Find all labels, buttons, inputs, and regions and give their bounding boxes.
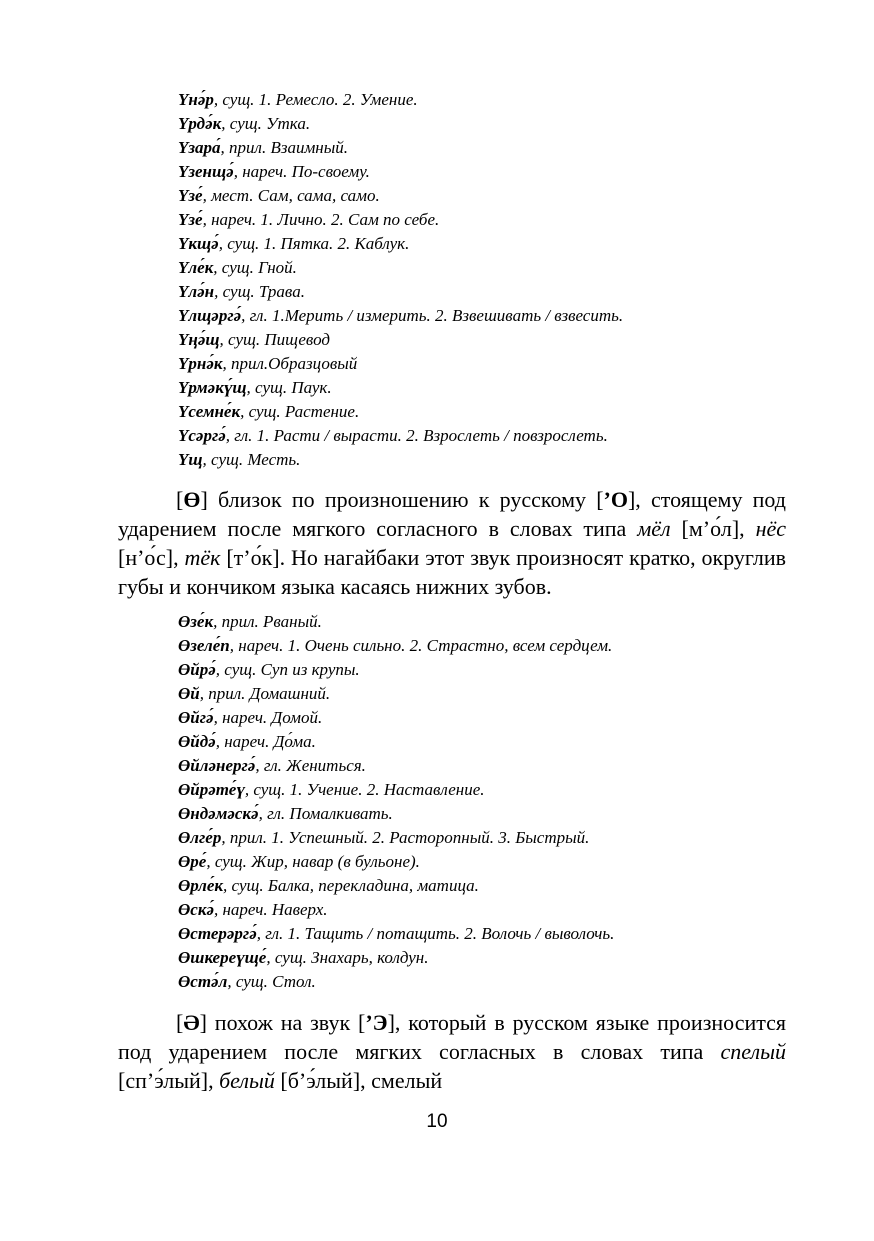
dictionary-entry	[178, 424, 818, 448]
example-word: тёк	[184, 545, 221, 570]
paragraph-text: ], который в русском языке произносится под ударением после мягких согласных в словах типа	[118, 1010, 787, 1064]
entry-headword: Өйлǝнергǝ́	[178, 756, 256, 775]
entry-headword: Өйдǝ́	[178, 732, 216, 751]
dictionary-entry	[178, 376, 818, 400]
entry-headword: Өзеле́п	[178, 636, 230, 655]
dictionary-entries-u	[178, 88, 818, 472]
entry-headword: Өндǝмǝскǝ́	[178, 804, 259, 823]
dictionary-entry	[178, 280, 818, 304]
entry-headword: Өзе́к	[178, 612, 214, 631]
entry-definition: , сущ. 1. Учение. 2. Наставление.	[244, 780, 485, 799]
dictionary-entry	[178, 970, 818, 994]
entry-definition: , сущ. 1. Ремесло. 2. Умение.	[213, 90, 418, 109]
entry-headword: Үзара́	[178, 138, 221, 157]
entry-headword: Өрле́к	[178, 876, 224, 895]
entry-definition: , сущ. Растение.	[240, 402, 360, 421]
entry-headword: Үщ	[178, 450, 203, 469]
dictionary-entry	[178, 88, 818, 112]
entry-headword: Үрмǝкү́щ	[178, 378, 247, 397]
entry-definition: , сущ. Стол.	[227, 972, 316, 991]
dictionary-entries-o	[178, 610, 818, 994]
paragraph-text: [н’о́с],	[118, 545, 185, 570]
entry-headword: Үсемне́к	[178, 402, 241, 421]
sound-letter: Ә	[183, 1010, 200, 1035]
entry-headword: Өшкереүще́	[178, 948, 267, 967]
entry-headword: Үлщǝргǝ́	[178, 306, 242, 325]
entry-headword: Үзе́	[178, 210, 203, 229]
entry-definition: , гл. 1.Мерить / измерить. 2. Взвешивать / взвесить.	[241, 306, 624, 325]
entry-definition: , гл. 1. Тащить / потащить. 2. Волочь / выволочь.	[256, 924, 615, 943]
paragraph-text: ] похож на звук [	[199, 1010, 366, 1035]
phonetic-paragraph-o	[118, 485, 786, 601]
example-word: нёс	[755, 516, 787, 541]
phonetic-paragraph-schwa	[118, 1008, 786, 1095]
entry-headword: Үнǝ́р	[178, 90, 214, 109]
entry-definition: , прил.Образцовый	[222, 354, 358, 373]
entry-headword: Үле́к	[178, 258, 214, 277]
entry-headword: Үзе́	[178, 186, 203, 205]
paragraph-text: [	[176, 487, 184, 512]
dictionary-entry	[178, 610, 818, 634]
dictionary-entry	[178, 778, 818, 802]
entry-definition: , нареч. До́ма.	[215, 732, 316, 751]
dictionary-entry	[178, 208, 818, 232]
paragraph-text: [м’о́л],	[670, 516, 756, 541]
dictionary-entry	[178, 898, 818, 922]
entry-headword: Үлǝ́н	[178, 282, 215, 301]
dictionary-entry	[178, 184, 818, 208]
dictionary-entry	[178, 304, 818, 328]
dictionary-entry	[178, 850, 818, 874]
page-number: 10	[426, 1111, 448, 1132]
paragraph-text: [	[176, 1010, 184, 1035]
entry-headword: Үрнǝ́к	[178, 354, 223, 373]
entry-headword: Үсǝргǝ́	[178, 426, 226, 445]
paragraph-text: ] близок по произношению к русскому [	[200, 487, 604, 512]
example-word: белый	[219, 1068, 275, 1093]
dictionary-entry	[178, 232, 818, 256]
paragraph-text: [сп’э́лый],	[118, 1068, 220, 1093]
paragraph-text: [т’о́к]. Но нагайбаки этот звук произносят кратко, округлив губы и кончиком языка касаясь нижних зубов.	[118, 545, 786, 599]
example-word: мёл	[637, 516, 671, 541]
paragraph-text: [б’э́лый], смелый	[274, 1068, 443, 1093]
dictionary-entry	[178, 946, 818, 970]
entry-definition: , прил. Домашний.	[199, 684, 331, 703]
entry-headword: Өстǝ́л	[178, 972, 228, 991]
entry-definition: , сущ. Месть.	[202, 450, 301, 469]
dictionary-entry	[178, 922, 818, 946]
paragraph-text: ], стоящему под ударением после мягкого согласного в словах типа	[118, 487, 786, 541]
entry-definition: , сущ. Утка.	[221, 114, 311, 133]
dictionary-entry	[178, 328, 818, 352]
entry-headword: Үзенщǝ́	[178, 162, 234, 181]
entry-definition: , гл. 1. Расти / вырасти. 2. Взрослеть / повзрослеть.	[225, 426, 608, 445]
entry-definition: , сущ. Трава.	[214, 282, 305, 301]
dictionary-entry	[178, 658, 818, 682]
entry-definition: , сущ. Знахарь, колдун.	[266, 948, 429, 967]
entry-definition: , прил. 1. Успешный. 2. Расторопный. 3. Быстрый.	[221, 828, 590, 847]
entry-definition: , сущ. 1. Пятка. 2. Каблук.	[218, 234, 410, 253]
entry-headword: Өйрǝте́ү	[178, 780, 245, 799]
entry-headword: Өйгǝ́	[178, 708, 214, 727]
entry-definition: , сущ. Паук.	[246, 378, 332, 397]
entry-headword: Үңǝ́щ	[178, 330, 220, 349]
entry-headword: Өстерǝргǝ́	[178, 924, 257, 943]
entry-definition: , сущ. Суп из крупы.	[215, 660, 360, 679]
entry-definition: , сущ. Пищевод	[219, 330, 330, 349]
dictionary-entry	[178, 634, 818, 658]
dictionary-entry	[178, 682, 818, 706]
entry-headword: Өскǝ́	[178, 900, 214, 919]
dictionary-entry	[178, 112, 818, 136]
dictionary-entry	[178, 352, 818, 376]
dictionary-entry	[178, 136, 818, 160]
entry-definition: , нареч. 1. Лично. 2. Сам по себе.	[202, 210, 440, 229]
dictionary-entry	[178, 802, 818, 826]
sound-letter: ’О	[603, 487, 628, 512]
dictionary-entry	[178, 730, 818, 754]
sound-letter: Ө	[183, 487, 201, 512]
entry-headword: Өлге́р	[178, 828, 222, 847]
entry-headword: Өй	[178, 684, 200, 703]
entry-definition: , сущ. Гной.	[213, 258, 297, 277]
entry-definition: , мест. Сам, сама, само.	[202, 186, 380, 205]
entry-headword: Үрдǝ́к	[178, 114, 222, 133]
entry-definition: , нареч. По-своему.	[233, 162, 370, 181]
example-word: спелый	[720, 1039, 786, 1064]
dictionary-entry	[178, 826, 818, 850]
entry-definition: , нареч. Домой.	[213, 708, 323, 727]
entry-headword: Өйрǝ́	[178, 660, 216, 679]
dictionary-entry	[178, 448, 818, 472]
entry-definition: , гл. Помалкивать.	[258, 804, 393, 823]
entry-definition: , нареч. 1. Очень сильно. 2. Страстно, всем сердцем.	[229, 636, 613, 655]
entry-definition: , прил. Рваный.	[213, 612, 322, 631]
dictionary-entry	[178, 874, 818, 898]
entry-headword: Өре́	[178, 852, 207, 871]
dictionary-entry	[178, 400, 818, 424]
dictionary-entry	[178, 706, 818, 730]
dictionary-entry	[178, 160, 818, 184]
dictionary-entry	[178, 256, 818, 280]
entry-headword: Үкщǝ́	[178, 234, 219, 253]
entry-definition: , гл. Жениться.	[255, 756, 366, 775]
entry-definition: , нареч. Наверх.	[213, 900, 328, 919]
entry-definition: , сущ. Балка, перекладина, матица.	[223, 876, 479, 895]
dictionary-entry	[178, 754, 818, 778]
entry-definition: , прил. Взаимный.	[220, 138, 349, 157]
entry-definition: , сущ. Жир, навар (в бульоне).	[206, 852, 420, 871]
sound-letter: ’Э	[365, 1010, 388, 1035]
